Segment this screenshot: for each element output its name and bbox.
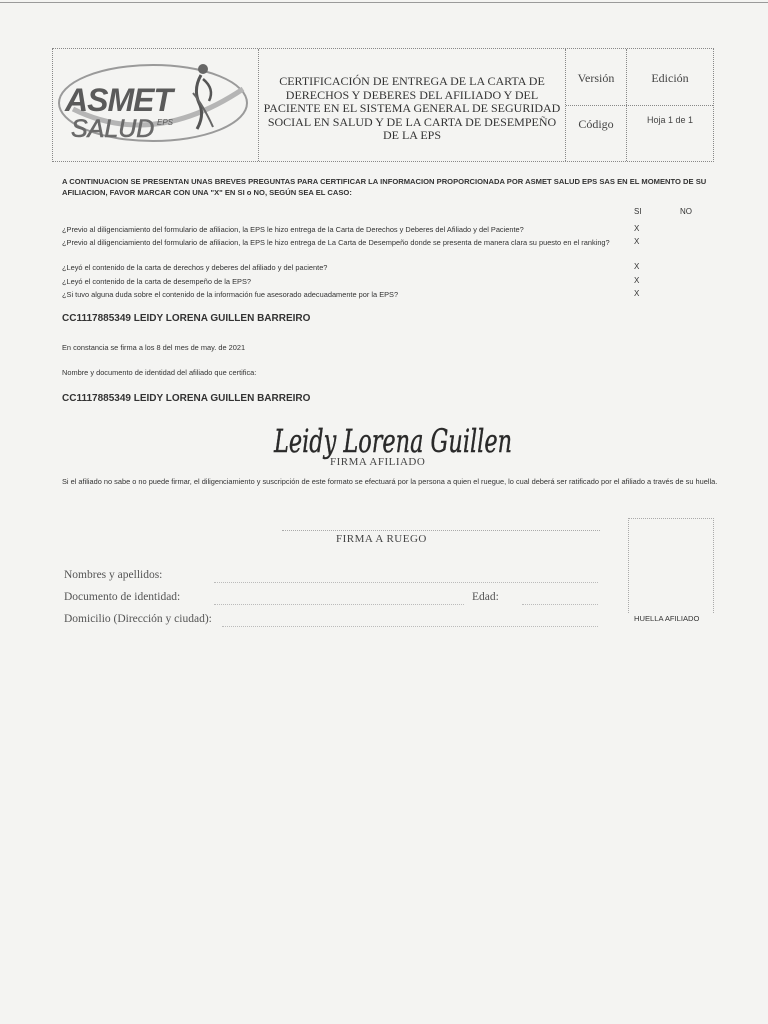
column-si: SI xyxy=(634,207,642,216)
page-label: Hoja 1 de 1 xyxy=(646,115,694,125)
question-4: ¿Leyó el contenido de la carta de desempeño de la EPS? xyxy=(62,277,251,286)
question-5: ¿Si tuvo alguna duda sobre el contenido de la información fue asesorado adecuadamente por la EPS? xyxy=(62,290,399,299)
age-label: Edad: xyxy=(472,591,499,603)
id-doc-label: Documento de identidad: xyxy=(64,591,181,603)
answer-5: X xyxy=(634,289,640,298)
names-label: Nombres y apellidos: xyxy=(64,569,163,581)
answer-4: X xyxy=(634,276,640,285)
ruego-caption: FIRMA A RUEGO xyxy=(336,533,427,545)
address-line xyxy=(222,626,598,628)
certify-label: Nombre y documento de identidad del afiliado que certifica: xyxy=(62,368,257,377)
signature-caption: FIRMA AFILIADO xyxy=(330,456,426,468)
answer-2: X xyxy=(634,237,640,246)
question-1: ¿Previo al diligenciamiento del formulario de afiliacion, la EPS le hizo entrega de la Carta de Derechos y Deberes del Afiliado y del Paciente? xyxy=(62,225,524,234)
column-no: NO xyxy=(680,207,692,216)
names-line xyxy=(214,582,598,584)
top-rule xyxy=(0,2,768,3)
svg-text:SALUD: SALUD xyxy=(71,115,155,143)
meta-row-version xyxy=(566,49,713,106)
answer-1: X xyxy=(634,224,640,233)
svg-text:ASMET: ASMET xyxy=(65,82,172,118)
question-2: ¿Previo al diligenciamiento del formulario de afiliacion, la EPS le hizo entrega de La Carta de Desempeño donde se presenta de manera clara su puesto en el ranking? xyxy=(62,238,610,247)
header-table xyxy=(52,48,714,162)
fingerprint-box xyxy=(628,518,714,613)
svg-text:Leidy Lorena Guillen: Leidy Lorena Guillen xyxy=(273,422,512,460)
intro-text: A CONTINUACION SE PRESENTAN UNAS BREVES PREGUNTAS PARA CERTIFICAR LA INFORMACION PROPORCIONADA POR ASMET SALUD EPS SAS EN EL MOMENTO DE SU AFILIACION, FAVOR MARCAR CON UNA "X" EN SI o NO, SEGÚN SEA EL CASO: xyxy=(62,177,707,197)
asmet-salud-logo xyxy=(53,49,253,159)
consent-text: En constancia se firma a los 8 del mes de may. de 2021 xyxy=(62,343,246,352)
code-label: Código xyxy=(566,105,627,161)
svg-text:EPS: EPS xyxy=(157,118,174,127)
title-cell xyxy=(259,49,566,161)
id-doc-line xyxy=(214,604,464,606)
document-title: CERTIFICACIÓN DE ENTREGA DE LA CARTA DE DERECHOS Y DEBERES DEL AFILIADO Y DEL PACIENTE EN EL SISTEMA GENERAL DE SEGURIDAD SOCIAL EN SALUD Y DE LA CARTA DE DESEMPEÑO DE LA EPS xyxy=(263,74,561,142)
affiliate-id-top: CC1117885349 LEIDY LORENA GUILLEN BARREIRO xyxy=(62,313,311,324)
logo-cell xyxy=(53,49,259,161)
proxy-note: Si el afiliado no sabe o no puede firmar, el diligenciamiento y suscripción de este formato se efectuará por la persona a quien el ruegue, lo cual deberá ser ratificado por el afiliado a través de su huella. xyxy=(62,477,718,486)
version-label: Versión xyxy=(566,49,627,105)
meta-row-code xyxy=(566,105,713,161)
edition-label: Edición xyxy=(651,71,689,85)
fingerprint-label: HUELLA AFILIADO xyxy=(634,614,700,623)
age-line xyxy=(522,604,598,606)
question-3: ¿Leyó el contenido de la carta de derechos y deberes del afiliado y del paciente? xyxy=(62,263,328,272)
address-label: Domicilio (Dirección y ciudad): xyxy=(64,613,212,625)
answer-3: X xyxy=(634,262,640,271)
ruego-signature-line xyxy=(282,530,600,532)
affiliate-id-bottom: CC1117885349 LEIDY LORENA GUILLEN BARREIRO xyxy=(62,393,311,404)
meta-cell xyxy=(566,49,713,161)
